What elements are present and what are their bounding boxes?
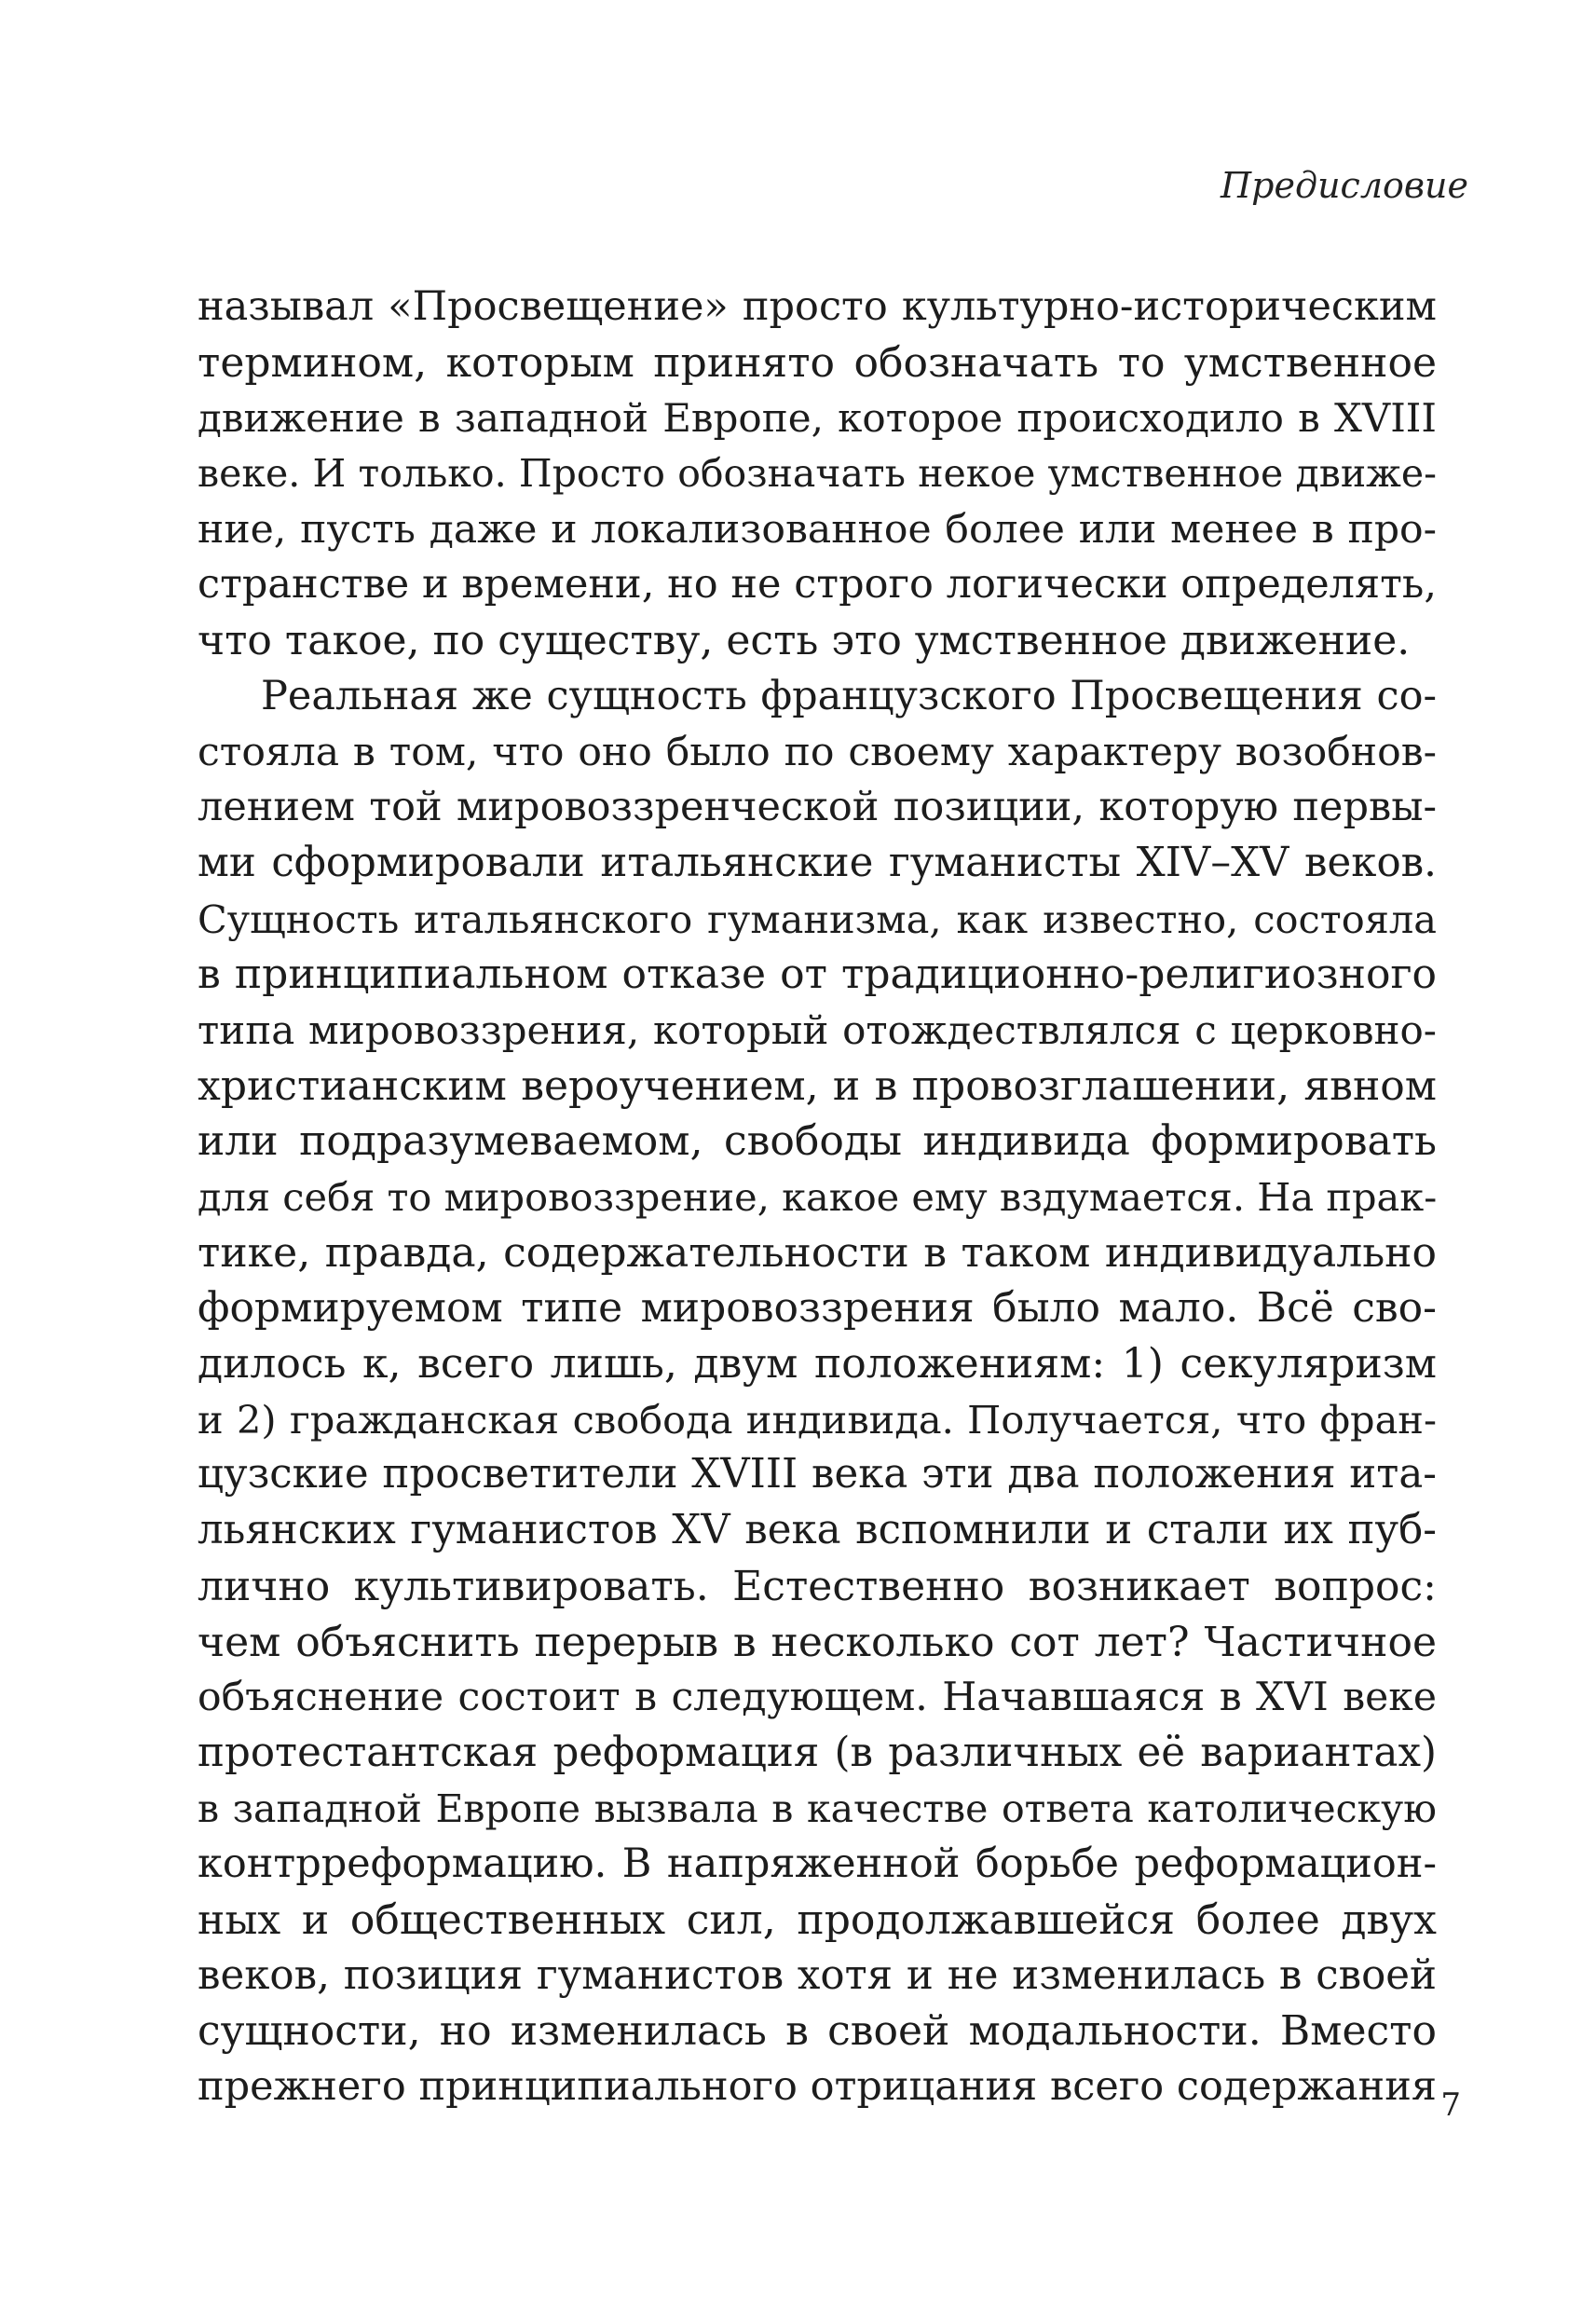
text-line: формируемом типе мировоззрения было мало. Всё сво- <box>198 1284 1437 1333</box>
text-line: странстве и времени, но не строго логически определять, <box>198 561 1437 609</box>
text-line: лением той мировоззренческой позиции, которую первы- <box>198 784 1437 831</box>
text-line: и 2) гражданская свобода индивида. Получается, что фран- <box>198 1396 1437 1443</box>
text-line: Сущность итальянского гуманизма, как известно, состояла <box>198 896 1437 942</box>
text-line: или подразумеваемом, свободы индивида формировать <box>198 1117 1437 1166</box>
text-line: в западной Европе вызвала в качестве ответа католическую <box>198 1785 1437 1831</box>
text-line: ми сформировали итальянские гуманисты XIV–XV веков. <box>198 839 1437 886</box>
text-line: тике, правда, содержательности в таком индивидуально <box>198 1228 1437 1277</box>
text-line: льянских гуманистов XV века вспомнили и стали их пуб- <box>198 1507 1437 1554</box>
text-line: объяснение состоит в следующем. Начавшаяся в XVI веке <box>198 1675 1437 1721</box>
paragraph-2 <box>198 669 1437 2171</box>
running-head: Предисловие <box>1221 165 1468 206</box>
text-line: сущности, но изменилась в своей модальности. Вместо <box>198 2007 1437 2056</box>
text-line: чем объяснить перерыв в несколько сот лет? Частичное <box>198 1618 1437 1666</box>
text-line: термином, которым принято обозначать то умственное <box>198 338 1437 387</box>
text-line: прежнего принципиального отрицания всего содержания <box>198 2063 1437 2110</box>
text-line: называл «Просвещение» просто культурно-историческим <box>198 283 1437 330</box>
text-line: лично культивировать. Естественно возникает вопрос: <box>198 1562 1437 1610</box>
text-line: ние, пусть даже и локализованное более или менее в про- <box>198 506 1437 553</box>
text-line: цузские просветители XVIII века эти два положения ита- <box>198 1451 1437 1498</box>
text-line: для себя то мировоззрение, какое ему вздумается. На прак- <box>198 1174 1437 1220</box>
text-line: ных и общественных сил, продолжавшейся более двух <box>198 1895 1437 1944</box>
text-line: стояла в том, что оно было по своему характеру возобнов- <box>198 729 1437 775</box>
text-line: типа мировоззрения, который отождествлялся с церковно- <box>198 1006 1437 1053</box>
text-line: в принципиальном отказе от традиционно-религиозного <box>198 951 1437 999</box>
text-line <box>198 2115 1437 2171</box>
text-line: веков, позиция гуманистов хотя и не изменилась в своей <box>198 1951 1437 1999</box>
text-line: дилось к, всего лишь, двум положениям: 1) секуляризм <box>198 1340 1437 1389</box>
text-line: контрреформацию. В напряженной борьбе реформацион- <box>198 1840 1437 1888</box>
paragraph-1 <box>198 280 1437 669</box>
text-line: движение в западной Европе, которое происходило в XVIII <box>198 395 1437 442</box>
page-number: 7 <box>1440 2086 1461 2124</box>
text-line: Реальная же сущность французского Просвещения со- <box>261 672 1437 719</box>
body-text <box>198 280 1437 2170</box>
text-line: веке. И только. Просто обозначать некое умственное движе- <box>198 451 1437 497</box>
text-line: христианским вероучением, и в провозглашении, явном <box>198 1061 1437 1110</box>
text-line: что такое, по существу, есть это умственное движение. <box>198 617 1411 665</box>
text-line: протестантская реформация (в различных её вариантах) <box>198 1729 1437 1776</box>
